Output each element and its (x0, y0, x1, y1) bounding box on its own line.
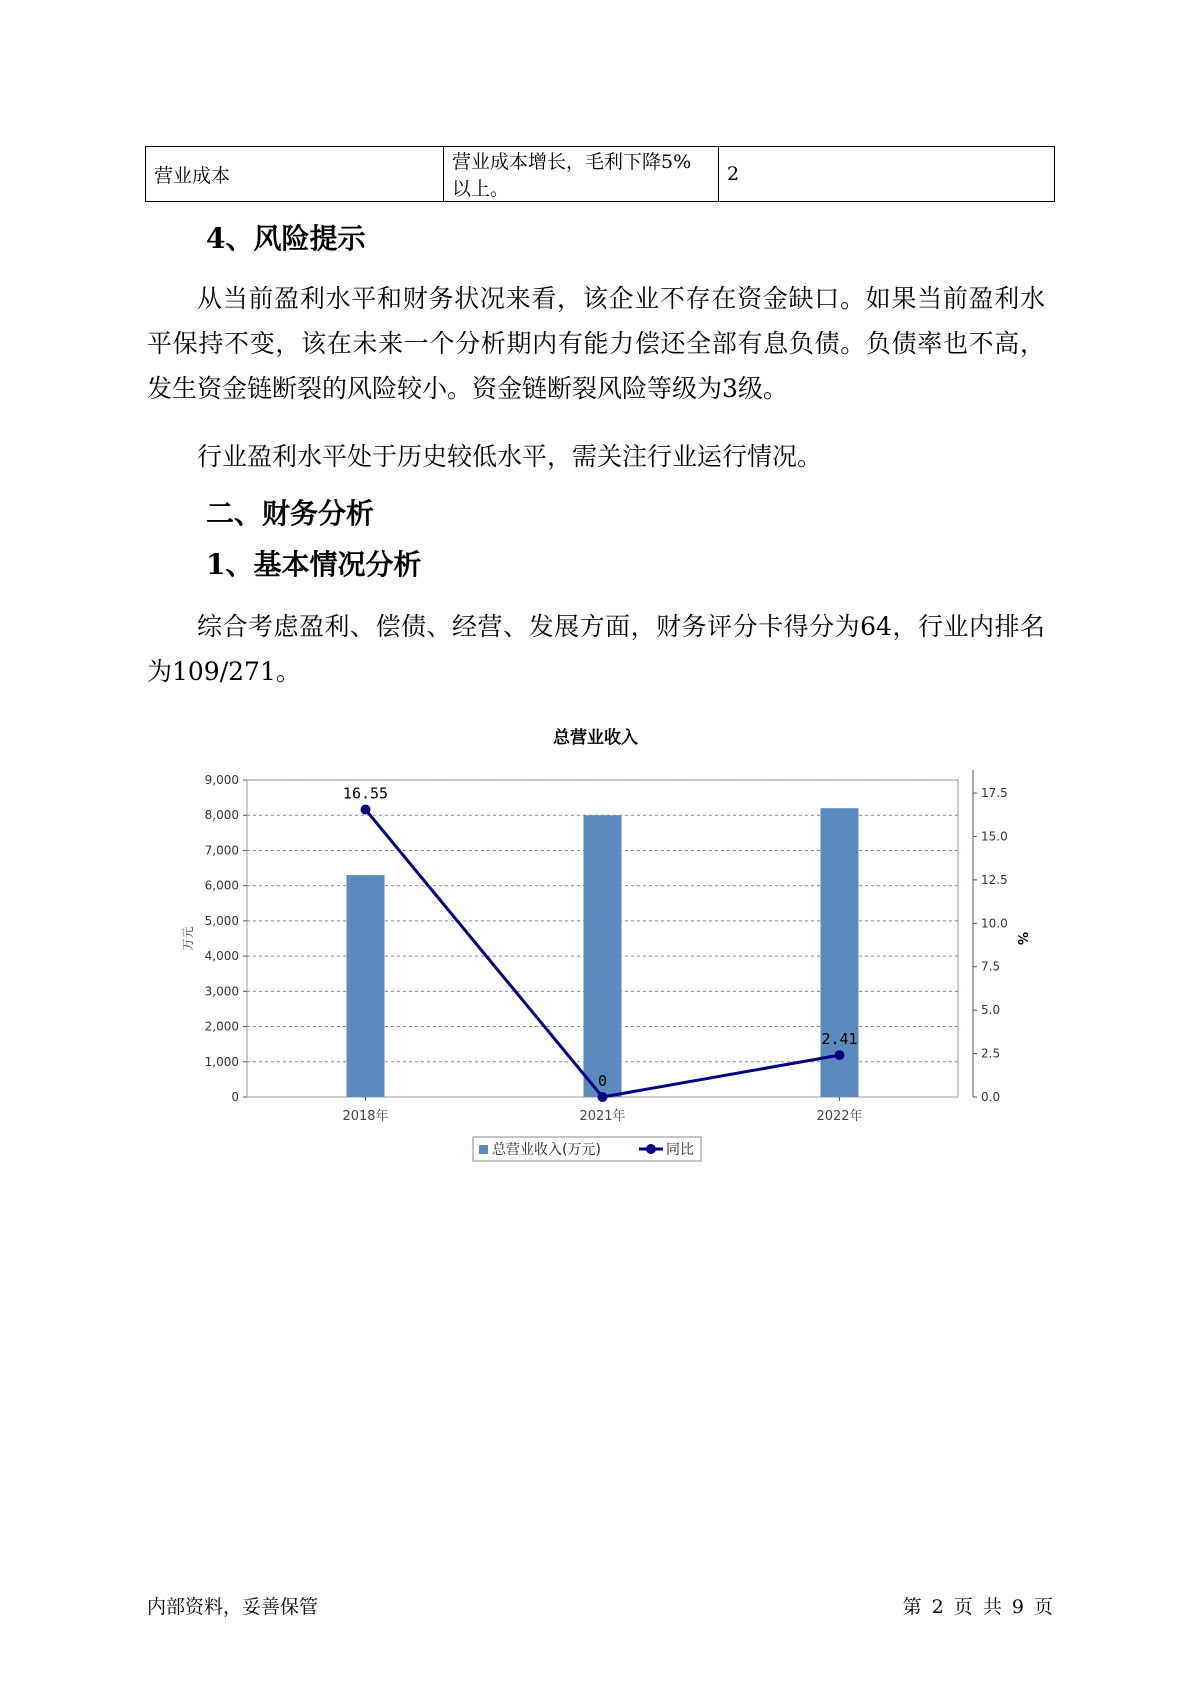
yoy-data-label: 16.55 (342, 784, 389, 803)
y-tick-label: 9,000 (204, 773, 239, 787)
yoy-point (361, 805, 371, 815)
bar-2021年 (584, 815, 622, 1097)
table-row (146, 147, 1055, 202)
y2-tick-label: 15.0 (981, 829, 1008, 844)
chart-title: 总营业收入 (553, 728, 638, 748)
legend-swatch-marker (646, 1144, 656, 1154)
y-tick-label: 4,000 (204, 949, 239, 964)
x-tick-label: 2018年 (342, 1109, 389, 1124)
table-cell-item: 营业成本 (146, 147, 444, 202)
y2-tick-label: 0.0 (981, 1090, 1001, 1104)
basic-analysis-paragraph: 综合考虑盈利、偿债、经营、发展方面，财务评分卡得分为64，行业内排名为109/271。 (147, 612, 1045, 686)
risk-heading: 4、风险提示 (206, 222, 366, 255)
y2-tick-label: 5.0 (981, 1003, 1001, 1018)
risk-table (145, 146, 1055, 202)
y-tick-label: 3,000 (204, 984, 239, 999)
risk-paragraph-1: 从当前盈利水平和财务状况来看，该企业不存在资金缺口。如果当前盈利水平保持不变，该在未来一个分析期内有能力偿还全部有息负债。负债率也不高，发生资金链断裂的风险较小。资金链断裂风险等级为3级。 (147, 284, 1045, 403)
y2-tick-label: 2.5 (981, 1046, 1001, 1061)
y-tick-label: 7,000 (204, 843, 239, 858)
y-tick-label: 8,000 (204, 808, 239, 823)
yoy-data-label: 2.41 (821, 1030, 858, 1049)
y-tick-label: 1,000 (204, 1054, 239, 1069)
y2-tick-label: 12.5 (981, 872, 1008, 887)
y2-tick-label: 10.0 (981, 916, 1008, 931)
footer-confidential: 内部资料，妥善保管 (147, 1596, 319, 1618)
y-tick-label: 0 (231, 1090, 239, 1104)
legend-label-revenue: 总营业收入(万元) (492, 1142, 601, 1158)
risk-paragraph-2: 行业盈利水平处于历史较低水平，需关注行业运行情况。 (197, 442, 823, 471)
y-tick-label: 6,000 (204, 878, 239, 893)
y2-tick-label: 7.5 (981, 959, 1001, 974)
table-cell-score: 2 (719, 147, 1055, 202)
bar-2018年 (347, 875, 385, 1097)
yoy-point (598, 1092, 608, 1102)
y2-tick-label: 17.5 (981, 786, 1008, 801)
financial-analysis-heading: 二、财务分析 (206, 497, 375, 530)
x-tick-label: 2022年 (816, 1109, 863, 1124)
legend-label-yoy: 同比 (666, 1142, 694, 1158)
yoy-point (835, 1050, 845, 1060)
y-tick-label: 2,000 (204, 1019, 239, 1034)
y-axis-label: 万元 (181, 926, 195, 951)
yoy-data-label: 0 (597, 1072, 608, 1090)
x-tick-label: 2021年 (579, 1109, 626, 1124)
basic-analysis-heading: 1、基本情况分析 (206, 548, 422, 581)
legend-swatch-revenue (479, 1145, 488, 1154)
y2-axis-label: % (1014, 931, 1029, 946)
footer-page-number: 第 2 页 共 9 页 (902, 1596, 1053, 1618)
table-cell-condition: 营业成本增长，毛利下降5%以上。 (444, 147, 719, 202)
y-tick-label: 5,000 (204, 913, 239, 928)
revenue-chart (170, 752, 1050, 1182)
